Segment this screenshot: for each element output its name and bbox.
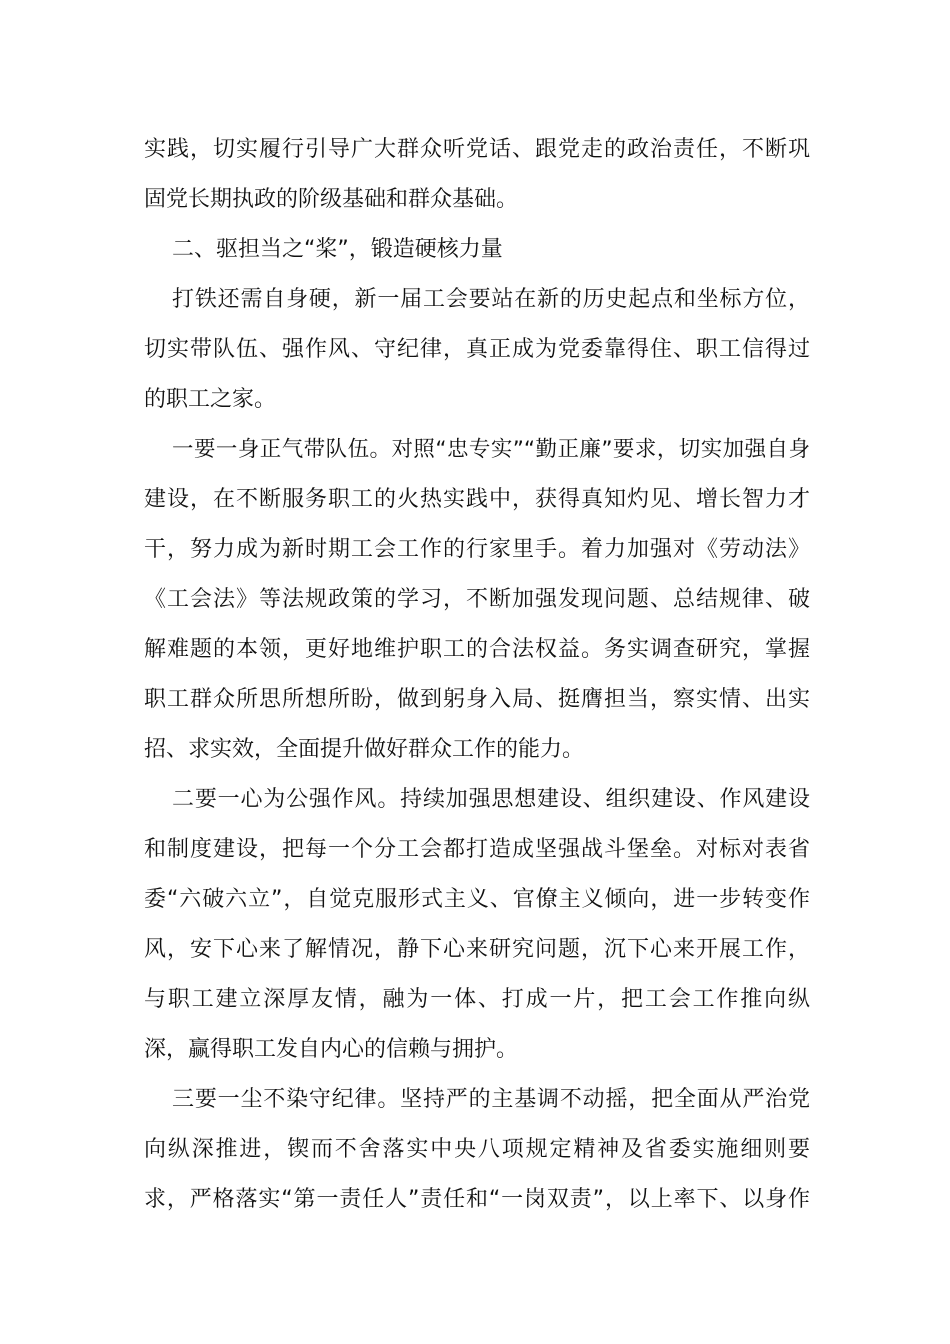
text-line: 三要一尘不染守纪律。坚持严的主基调不动摇，把全面从严治党	[172, 1087, 810, 1112]
text-line: 和制度建设，把每一个分工会都打造成坚强战斗堡垒。对标对表省	[144, 837, 810, 862]
text-line: 一要一身正气带队伍。对照“忠专实”“勤正廉”要求，切实加强自身	[172, 437, 810, 462]
text-line: 切实带队伍、强作风、守纪律，真正成为党委靠得住、职工信得过	[144, 337, 810, 362]
text-line: 求，严格落实“第一责任人”责任和“一岗双责”，以上率下、以身作	[144, 1187, 810, 1212]
text-line: 固党长期执政的阶级基础和群众基础。	[144, 187, 519, 212]
text-line: 建设，在不断服务职工的火热实践中，获得真知灼见、增长智力才	[144, 487, 810, 512]
text-line: 《工会法》等法规政策的学习，不断加强发现问题、总结规律、破	[144, 587, 810, 612]
text-line: 实践，切实履行引导广大群众听党话、跟党走的政治责任，不断巩	[144, 137, 810, 162]
text-line: 与职工建立深厚友情，融为一体、打成一片，把工会工作推向纵	[144, 987, 810, 1012]
text-line: 打铁还需自身硬，新一届工会要站在新的历史起点和坐标方位，	[172, 287, 810, 312]
text-line: 职工群众所思所想所盼，做到躬身入局、挺膺担当，察实情、出实	[144, 687, 810, 712]
text-line: 干，努力成为新时期工会工作的行家里手。着力加强对《劳动法》	[144, 537, 810, 562]
text-line: 的职工之家。	[144, 387, 277, 412]
text-line: 深，赢得职工发自内心的信赖与拥护。	[144, 1037, 519, 1062]
text-line: 解难题的本领，更好地维护职工的合法权益。务实调查研究，掌握	[144, 637, 810, 662]
text-line: 向纵深推进，锲而不舍落实中央八项规定精神及省委实施细则要	[144, 1137, 810, 1162]
section-heading: 二、驱担当之“桨”，锻造硬核力量	[172, 237, 503, 262]
text-line: 招、求实效，全面提升做好群众工作的能力。	[144, 737, 585, 762]
text-line: 二要一心为公强作风。持续加强思想建设、组织建设、作风建设	[172, 787, 810, 812]
text-line: 风，安下心来了解情况，静下心来研究问题，沉下心来开展工作，	[144, 937, 810, 962]
text-line: 委“六破六立”，自觉克服形式主义、官僚主义倾向，进一步转变作	[144, 887, 810, 912]
